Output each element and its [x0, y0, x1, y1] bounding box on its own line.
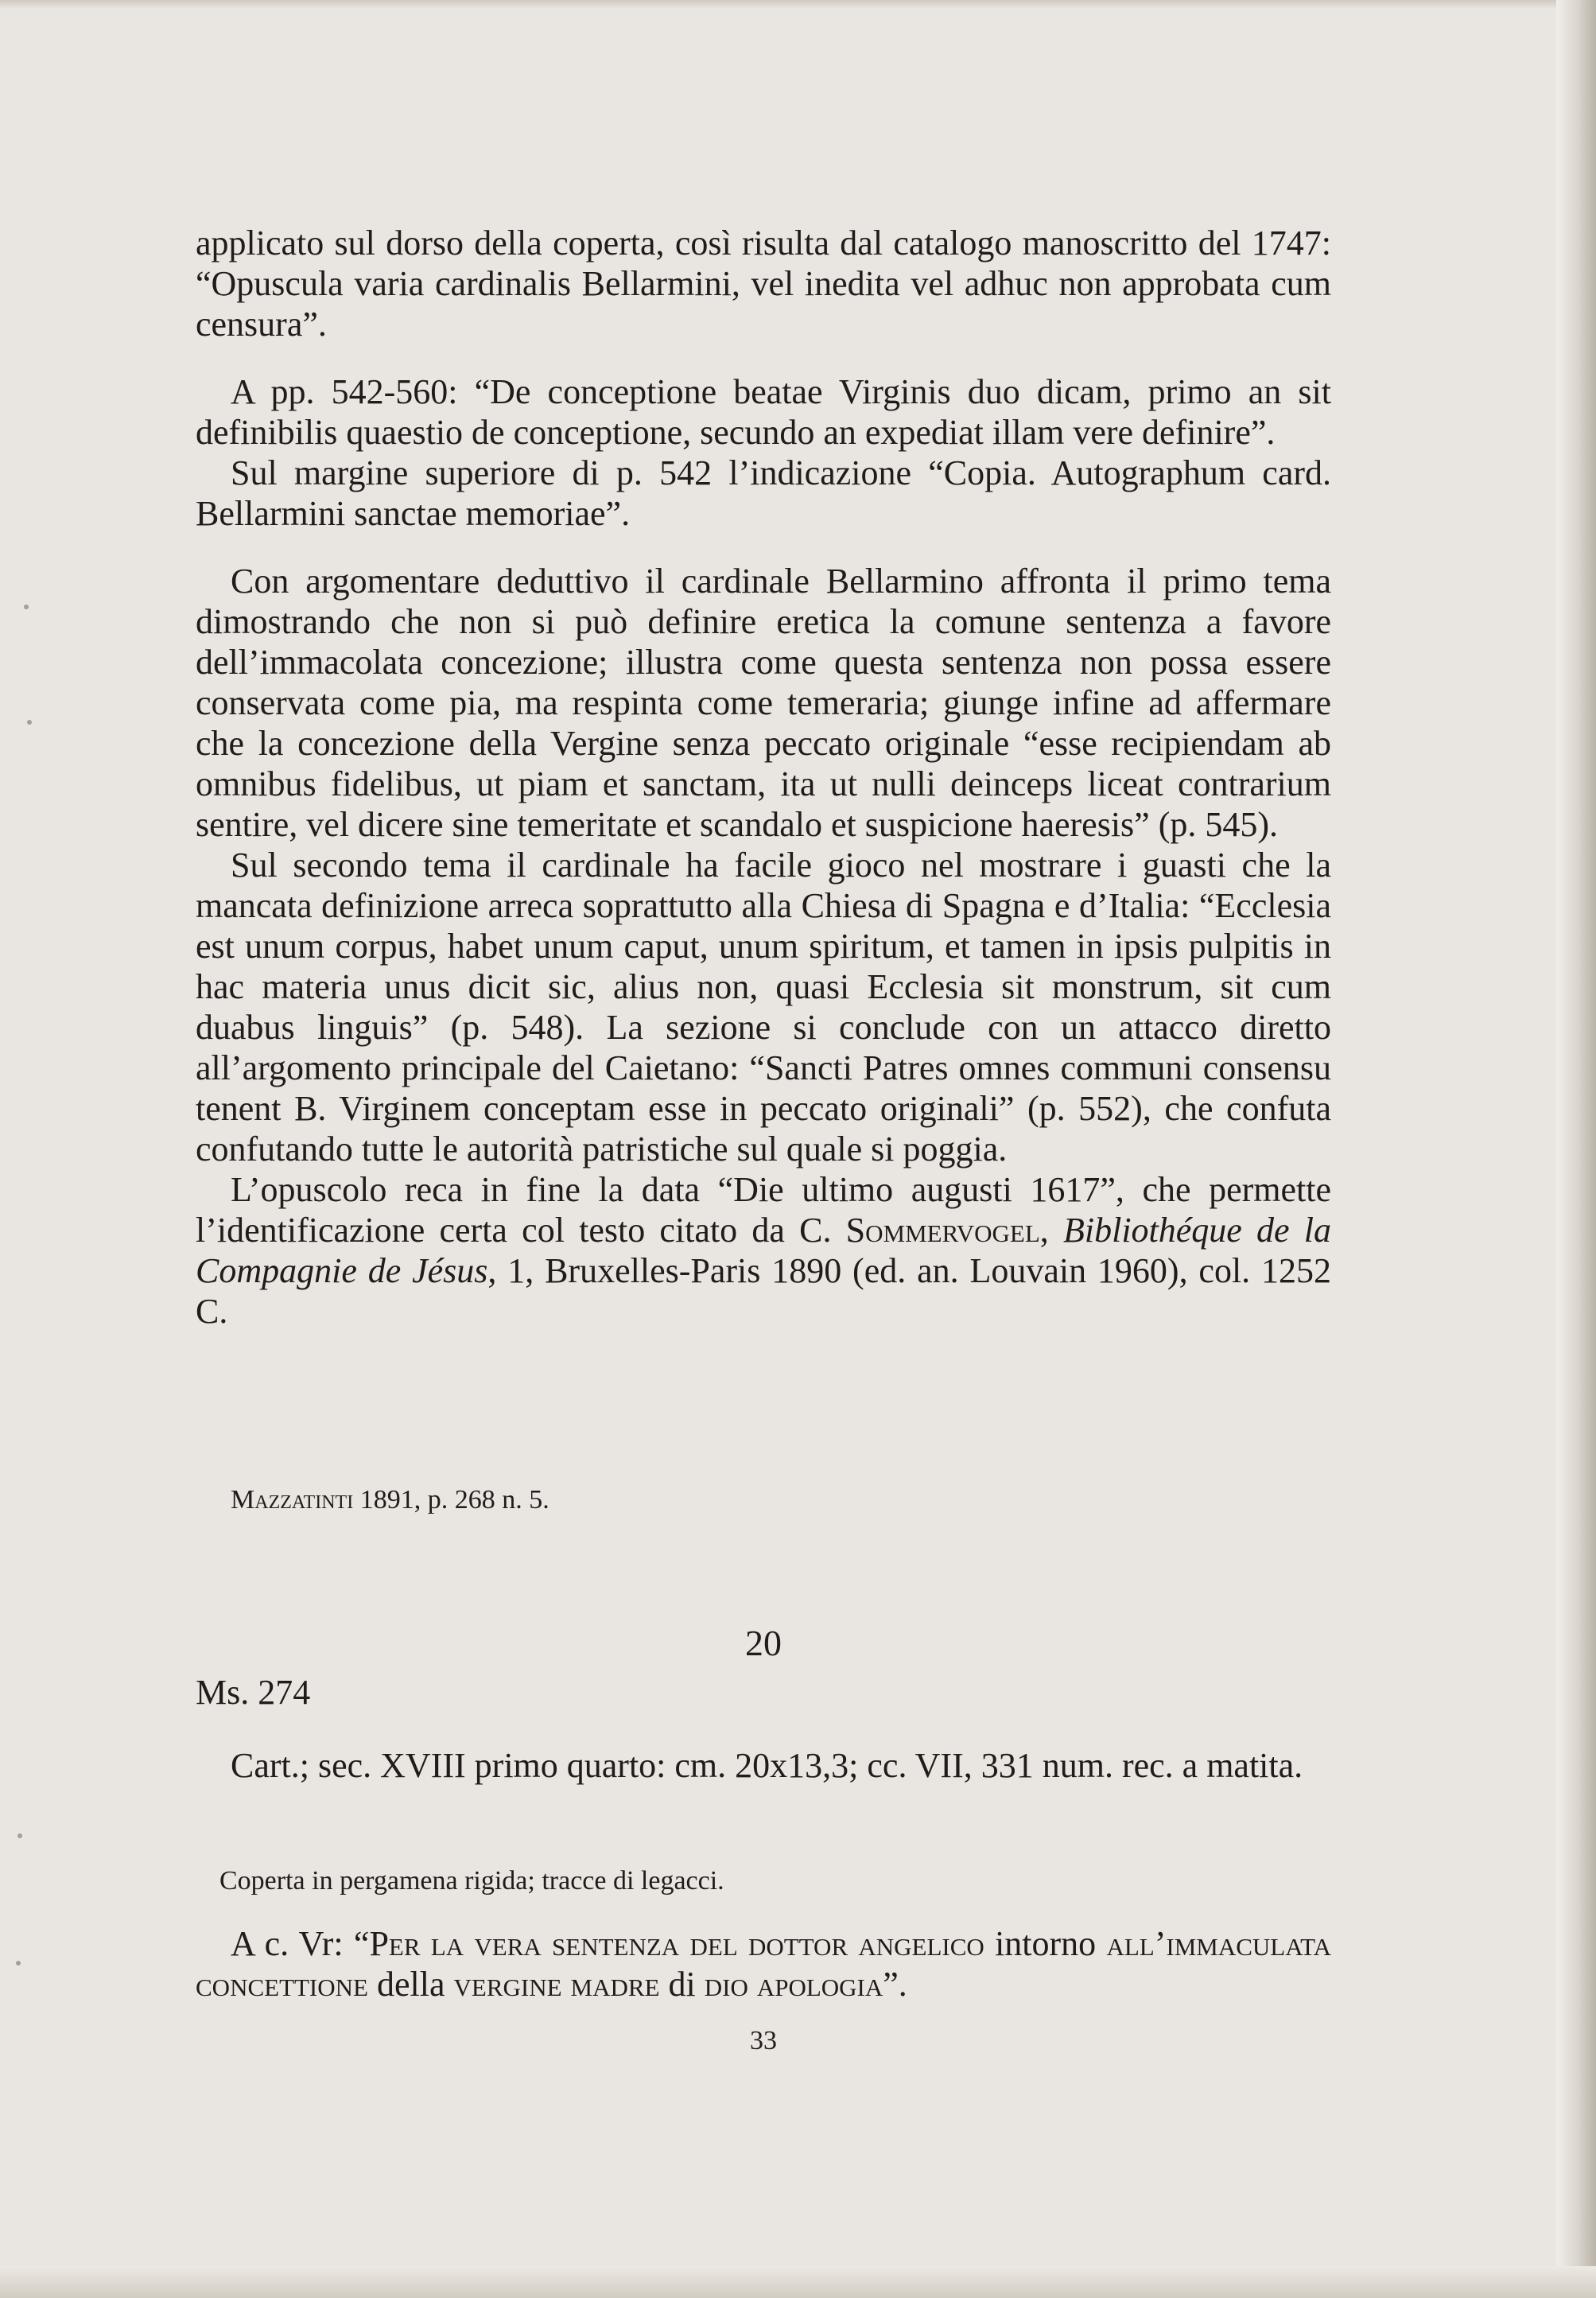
paragraph-margin-note: Sul margine superiore di p. 542 l’indicazione “Copia. Autographum card. Bellarmini sanctae memoriae”. [196, 453, 1331, 533]
citation-details: , 1, Bruxelles-Paris 1890 (ed. an. Louvain 1960), col. 1252 C. [196, 1251, 1332, 1331]
shelfmark: Ms. 274 [196, 1673, 311, 1712]
title-part: all’immaculata concettione [196, 1924, 1331, 2004]
page-footer [196, 2020, 1331, 2068]
title-part: Per la vera sentenza del dottor angelico [369, 1924, 984, 1963]
binding-note [196, 1864, 1331, 1899]
paragraph-first-theme: Con argomentare deduttivo il cardinale Bellarmino affronta il primo tema dimostrando che non si può definire eretica la comune sentenza a favore dell’immacolata concezione; illustra come questa sentenza non possa essere conservata come pia, ma respinta come temeraria; giunge infine ad affermare che la concezione della Vergine senza peccato originale “esse recipiendam ab omnibus fidelibus, ut piam et sanctam, ita ut nulli deinceps liceat contrarium sentire, vel dicere sine temeritate et scandalo et suspicione haeresis” (p. 545). [196, 562, 1331, 844]
margin-speck [17, 1833, 22, 1838]
title-part: vergine madre [453, 1965, 660, 2004]
margin-speck [27, 720, 32, 725]
title-line [196, 1923, 1331, 2004]
scan-edge-top [0, 0, 1596, 10]
paragraph-date [196, 1169, 1331, 1332]
page-number: 33 [750, 2026, 777, 2055]
entry-header [196, 1623, 1331, 1718]
paragraph-second-theme: Sul secondo tema il cardinale ha facile gioco nel mostrare i guasti che la mancata definizione arreca soprattutto alla Chiesa di Spagna e d’Italia: “Ecclesia est unum corpus, habet unum caput, unum spiritum, et tamen in ipsis pulpitis in hac materia unus dicit sic, alius non, quasi Ecclesia sit monstrum, sit cum duabus linguis” (p. 548). La sezione si conclude con un attacco diretto all’argomento principale del Caietano: “Sancti Patres omnes communi consensu tenent B. Virginem conceptam esse in peccato originali” (p. 552), che confuta confutando tutte le autorità patristiche sul quale si poggia. [196, 846, 1331, 1168]
date-text: L’opuscolo reca in fine la data “Die ultimo augusti 1617”, che permette l’identificazione certa col testo citato da C. [196, 1170, 1331, 1250]
binding-text: Coperta in pergamena rigida; tracce di legacci. [219, 1866, 724, 1896]
bibliography-citation: 1891, p. 268 n. 5. [353, 1485, 549, 1515]
entry-number: 20 [745, 1623, 782, 1663]
title-part: dio apologia [704, 1965, 883, 2004]
bibliography [196, 1483, 1331, 1518]
manuscript-description [196, 1745, 1331, 1786]
title-suffix: ”. [883, 1965, 907, 2004]
separator: , [1039, 1211, 1063, 1250]
bibliography-author: Mazzatinti [231, 1485, 354, 1515]
title-part: della [367, 1965, 454, 2004]
physical-description: Cart.; sec. XVIII primo quarto: cm. 20x13,3; cc. VII, 331 num. rec. a matita. [231, 1746, 1303, 1785]
scan-edge-right [1556, 0, 1596, 2298]
title-prefix: A c. Vr: “ [231, 1924, 370, 1963]
bibliography-line [196, 1483, 1331, 1518]
body-text [196, 223, 1331, 1332]
paragraph-continuation: applicato sul dorso della coperta, così risulta dal catalogo manoscritto del 1747: “Opuscula varia cardinalis Bellarmini, vel inedita vel adhuc non approbata cum censura”. [196, 224, 1331, 344]
work-title: Bibliothéque de la Compagnie de Jésus [196, 1211, 1331, 1290]
paragraph-contents: A pp. 542-560: “De conceptione beatae Virginis duo dicam, primo an sit definibilis quaestio de conceptione, secundo an expediat illam vere definire”. [196, 372, 1331, 452]
scan-edge-bottom [0, 2266, 1596, 2298]
margin-speck [16, 1961, 21, 1966]
margin-speck [24, 605, 29, 609]
author-name: Sommervogel [845, 1211, 1040, 1250]
title-entry [196, 1923, 1331, 2004]
title-part: intorno [984, 1924, 1107, 1963]
title-part: di [659, 1965, 705, 2004]
